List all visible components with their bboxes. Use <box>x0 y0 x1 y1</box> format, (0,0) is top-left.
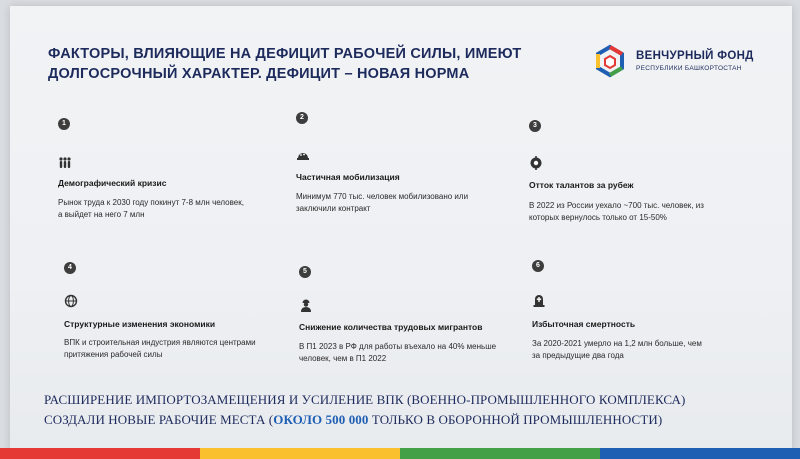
brain-gear-icon <box>529 156 543 170</box>
page-title <box>48 44 568 84</box>
people-group-icon <box>58 156 72 170</box>
factor-number: 6 <box>532 260 544 272</box>
brand-bar-red <box>0 448 200 459</box>
factor-text: В П1 2023 в РФ для работы въехало на 40% меньше человек, чем в П1 2022 <box>299 342 497 363</box>
brand-bar-green <box>400 448 600 459</box>
brand-bar-blue <box>600 448 800 459</box>
footer-line-2-before: СОЗДАЛИ НОВЫЕ РАБОЧИЕ МЕСТА ( <box>44 412 274 427</box>
worker-icon <box>299 298 313 312</box>
footer-line-2-after: ТОЛЬКО В ОБОРОННОЙ ПРОМЫШЛЕННОСТИ) <box>368 412 663 427</box>
title-line-2: ДОЛГОСРОЧНЫЙ ХАРАКТЕР. ДЕФИЦИТ – НОВАЯ НОРМА <box>48 66 470 82</box>
logo-subtitle: РЕСПУБЛИКИ БАШКОРТОСТАН <box>636 65 742 72</box>
factor-text: ВПК и строительная индустрия являются центрами притяжения рабочей силы <box>64 338 256 359</box>
factor-title: Отток талантов за рубеж <box>529 180 634 190</box>
footer-highlight: ОКОЛО 500 000 <box>273 412 369 427</box>
brand-color-bar <box>0 448 800 459</box>
factor-text: В 2022 из России уехало ~700 тыс. человек, из которых вернулось только от 15-50% <box>529 201 704 222</box>
logo-mark-icon <box>592 44 628 80</box>
helmet-icon <box>296 149 310 163</box>
factor-text: Минимум 770 тыс. человек мобилизовано или заключили контракт <box>296 192 469 213</box>
footer-line-2 <box>44 410 784 430</box>
factor-title: Частичная мобилизация <box>296 172 400 182</box>
logo-name: ВЕНЧУРНЫЙ ФОНД <box>636 50 754 62</box>
factor-title: Структурные изменения экономики <box>64 319 216 329</box>
factor-number: 1 <box>58 118 70 130</box>
factor-number: 4 <box>64 262 76 274</box>
slide <box>10 6 792 452</box>
footer-statement <box>44 390 784 430</box>
footer-line-1: РАСШИРЕНИЕ ИМПОРТОЗАМЕЩЕНИЯ И УСИЛЕНИЕ ВПК (ВОЕННО-ПРОМЫШЛЕННОГО КОМПЛЕКСА) <box>44 392 686 407</box>
factor-title: Снижение количества трудовых мигрантов <box>299 322 483 332</box>
factor-number: 5 <box>299 266 311 278</box>
factor-title: Избыточная смертность <box>532 319 636 329</box>
factor-number: 3 <box>529 120 541 132</box>
brand-bar-yellow <box>200 448 400 459</box>
logo <box>592 44 782 80</box>
factor-number: 2 <box>296 112 308 124</box>
title-line-1: ФАКТОРЫ, ВЛИЯЮЩИЕ НА ДЕФИЦИТ РАБОЧЕЙ СИЛЫ, ИМЕЮТ <box>48 46 522 62</box>
factor-title: Демографический кризис <box>58 178 167 188</box>
factor-text: За 2020-2021 умерло на 1,2 млн больше, чем за предыдущие два года <box>532 339 702 360</box>
factor-text: Рынок труда к 2030 году покинут 7-8 млн человек, а выйдет на него 7 млн <box>58 198 244 219</box>
tombstone-icon <box>532 293 546 307</box>
globe-icon <box>64 294 78 308</box>
